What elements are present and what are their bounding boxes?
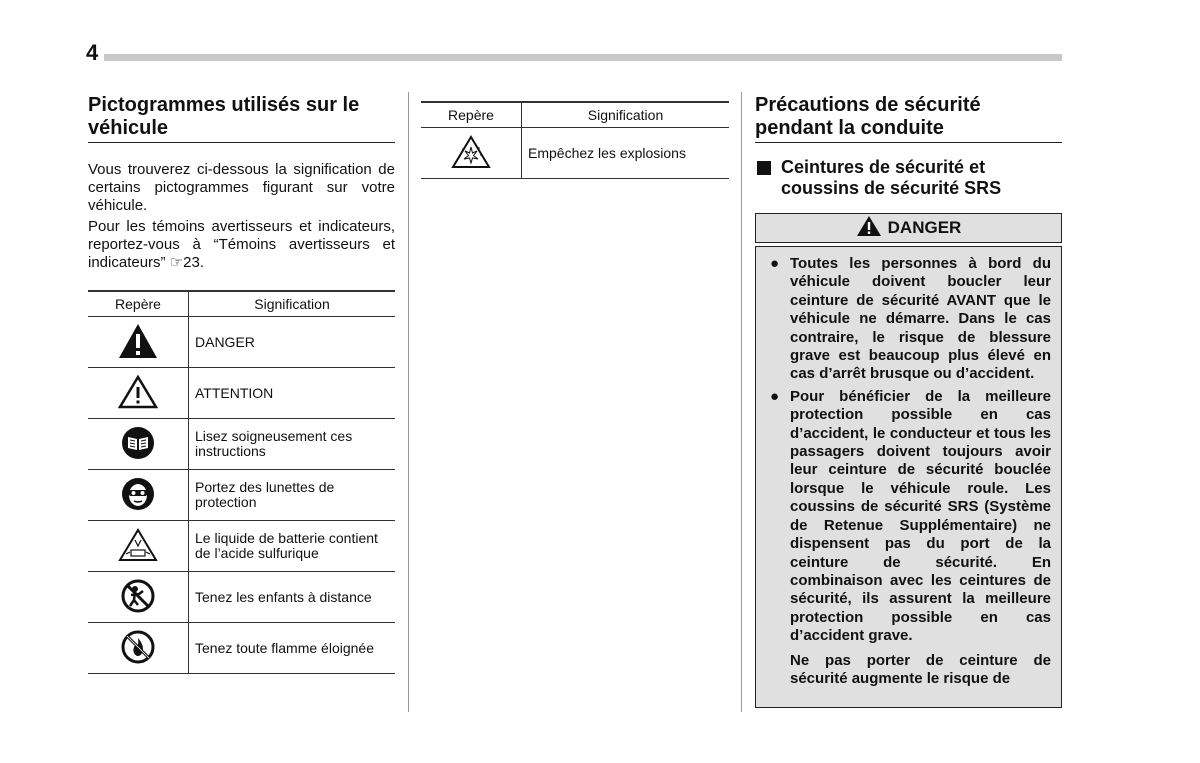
pictogram-meaning: Portez des lunettes de protection [189, 470, 396, 521]
middle-column [421, 101, 729, 179]
section-title: Précautions de sécurité pendant la conduite [755, 94, 1062, 143]
danger-label: DANGER [887, 218, 962, 237]
left-column [88, 94, 395, 674]
header-bar [104, 54, 1062, 61]
square-bullet-icon [757, 161, 771, 175]
danger-text: Toutes les personnes à bord du véhicule doivent boucler leur ceinture de sécurité AVANT que le véhicule ne démarre. Dans le cas contraire, le risque de blessure grave est beaucoup plus élevé en cas d’arrêt brusque ou d’accident. [790, 255, 1051, 383]
column-header: Signification [189, 291, 396, 317]
table-row [88, 317, 395, 368]
no-flame-icon [121, 630, 155, 667]
attention-triangle-icon [118, 375, 158, 412]
pictogram-table [421, 101, 729, 179]
danger-banner [755, 213, 1062, 243]
pictogram-meaning: Tenez toute flamme éloignée [189, 623, 396, 674]
section-title: Pictogrammes utilisés sur le véhicule [88, 94, 395, 143]
list-item [766, 388, 1051, 646]
intro-paragraph: Pour les témoins avertisseurs et indicateurs, reportez-vous à “Témoins avertisseurs et indicateurs” ☞23. [88, 218, 395, 271]
subsection-heading [755, 157, 1062, 199]
read-manual-icon [121, 426, 155, 463]
table-row [421, 128, 729, 179]
bullet-icon: ● [770, 255, 780, 272]
keep-children-away-icon [121, 579, 155, 616]
column-divider [408, 92, 409, 712]
table-row [88, 419, 395, 470]
column-header: Repère [88, 291, 189, 317]
table-row [88, 368, 395, 419]
table-row [88, 521, 395, 572]
page-number: 4 [86, 40, 99, 65]
list-item [766, 255, 1051, 384]
danger-continuation: Ne pas porter de ceinture de sécurité augmente le risque de [790, 651, 1051, 687]
danger-triangle-icon [856, 215, 882, 242]
danger-triangle-icon [118, 323, 158, 362]
pictogram-meaning: Lisez soigneusement ces instructions [189, 419, 396, 470]
table-row [88, 572, 395, 623]
pictogram-meaning: Tenez les enfants à distance [189, 572, 396, 623]
column-header: Repère [421, 102, 522, 128]
pictogram-table [88, 290, 395, 674]
explosion-warning-icon [451, 135, 491, 172]
battery-acid-icon [118, 528, 158, 565]
column-header: Signification [522, 102, 730, 128]
eye-protection-icon [121, 477, 155, 514]
subsection-title: Ceintures de sécurité et coussins de sécurité SRS [781, 157, 1002, 198]
bullet-icon: ● [770, 387, 780, 405]
table-row [88, 470, 395, 521]
pictogram-meaning: Empêchez les explosions [522, 128, 730, 179]
right-column [755, 94, 1062, 708]
column-divider [741, 92, 742, 712]
danger-text: Pour bénéficier de la meilleure protection possible en cas d’accident, le conducteur et tous les passagers doivent toujours avoir leur ceinture de sécurité bouclée lorsque le véhicule roule. Les coussins de sécurité SRS (Système de Retenue Supplémentaire) ne dispensent pas du port de la ceinture de sécurité. En combinaison avec les ceintures de sécurité, ils assurent la meilleure protection possible en cas d’accident grave. [790, 387, 1051, 645]
danger-box [755, 246, 1062, 708]
pictogram-meaning: DANGER [189, 317, 396, 368]
pictogram-meaning: Le liquide de batterie contient de l’acide sulfurique [189, 521, 396, 572]
pictogram-meaning: ATTENTION [189, 368, 396, 419]
intro-paragraph: Vous trouverez ci-dessous la signification de certains pictogrammes figurant sur votre véhicule. [88, 161, 395, 214]
table-row [88, 623, 395, 674]
